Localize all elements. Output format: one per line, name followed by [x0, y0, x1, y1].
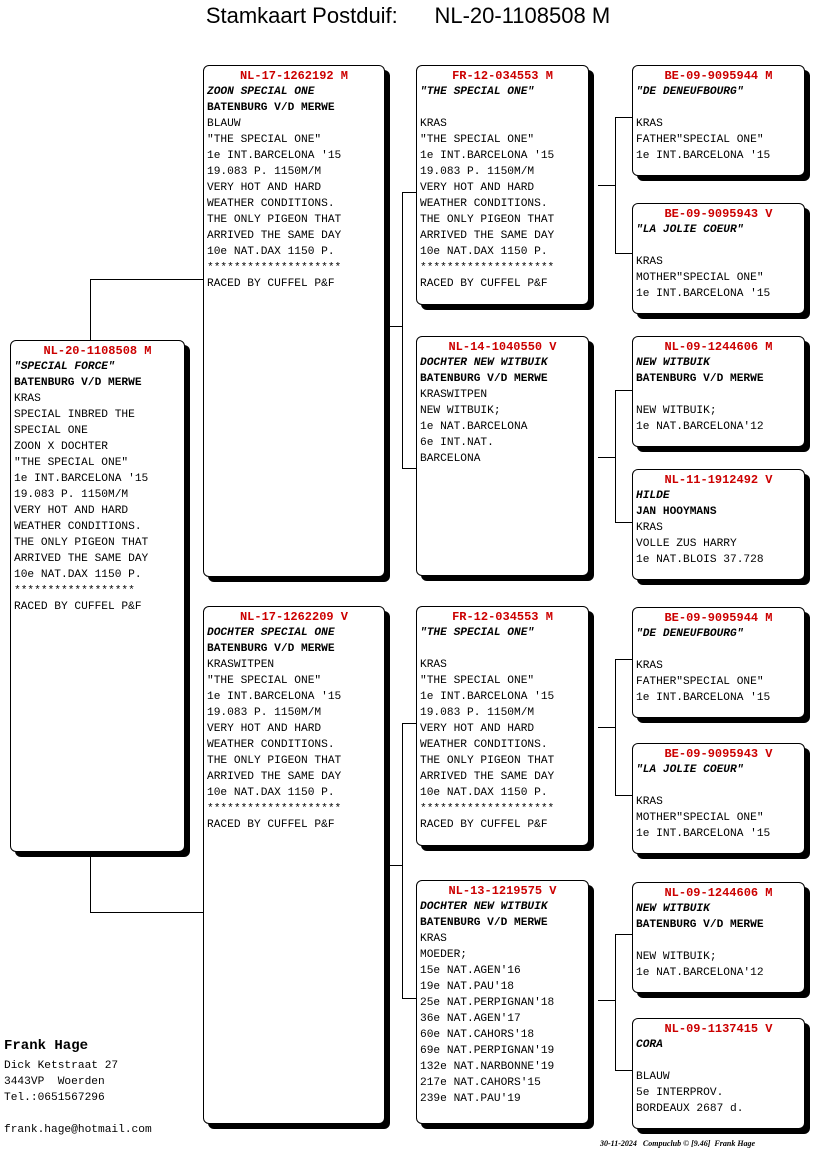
ring-number: NL-20-1108508 M [43, 344, 152, 358]
pigeon-info-line: 19.083 P. 1150M/M [420, 166, 535, 178]
pigeon-info-line: 10e NAT.DAX 1150 P. [14, 569, 142, 581]
footer-credit: 30-11-2024 Compuclub © [9.46] Frank Hage [600, 1139, 756, 1148]
connector [598, 1000, 615, 1001]
pigeon-info-line: 15e NAT.AGEN'16 [420, 965, 521, 977]
pigeon-name: NEW WITBUIK [636, 903, 710, 915]
pigeon-card-mfm[interactable] [632, 743, 805, 854]
pigeon-info-line: 69e NAT.PERPIGNAN'19 [420, 1045, 555, 1057]
pigeon-info-line: 1e INT.BARCELONA '15 [207, 150, 342, 162]
breeder-phone: Tel.:0651567296 [4, 1092, 105, 1104]
pigeon-name: "THE SPECIAL ONE" [420, 86, 535, 98]
pigeon-info-line: FATHER"SPECIAL ONE" [636, 676, 764, 688]
pigeon-info-line: THE ONLY PIGEON THAT [207, 214, 342, 226]
pigeon-name: DOCHTER NEW WITBUIK [420, 357, 548, 369]
pigeon-info-line: RACED BY CUFFEL P&F [420, 819, 548, 831]
pigeon-owner: BATENBURG V/D MERWE [636, 919, 764, 931]
connector [402, 723, 417, 724]
pigeon-info-line: KRAS [636, 660, 663, 672]
pigeon-info-line: 132e NAT.NARBONNE'19 [420, 1061, 555, 1073]
pigeon-info-line: 1e INT.BARCELONA '15 [420, 150, 555, 162]
pigeon-info-line: BORDEAUX 2687 d. [636, 1103, 744, 1115]
pigeon-info-line: 1e INT.BARCELONA '15 [207, 691, 342, 703]
pigeon-info-line: "THE SPECIAL ONE" [207, 134, 322, 146]
connector [615, 659, 616, 795]
pigeon-info-line: BLAUW [636, 1071, 670, 1083]
breeder-info [4, 1036, 152, 1138]
pigeon-info-line: MOTHER"SPECIAL ONE" [636, 272, 764, 284]
pigeon-name: DOCHTER SPECIAL ONE [207, 627, 335, 639]
pigeon-info-line: ******************** [207, 803, 342, 815]
pigeon-owner [636, 778, 801, 794]
ring-number: NL-17-1262209 V [239, 610, 349, 624]
pigeon-info-line: ARRIVED THE SAME DAY [207, 230, 342, 242]
pigeon-card-mmf[interactable] [632, 882, 805, 993]
pigeon-info-line: KRAS [420, 659, 447, 671]
pigeon-info-line: VERY HOT AND HARD [14, 505, 129, 517]
pigeon-card-father-mother[interactable] [416, 336, 589, 576]
pigeon-info-line: SPECIAL INBRED THE [14, 409, 135, 421]
connector [615, 390, 632, 391]
pigeon-info-line: 19.083 P. 1150M/M [14, 489, 129, 501]
pigeon-info-line: KRAS [636, 796, 663, 808]
ring-number: BE-09-9095943 V [664, 747, 773, 761]
connector [402, 468, 417, 469]
pigeon-card-father[interactable] [203, 65, 385, 577]
pigeon-info-line: "THE SPECIAL ONE" [207, 675, 322, 687]
pigeon-info-line: RACED BY CUFFEL P&F [207, 278, 335, 290]
pigeon-info-line: 25e NAT.PERPIGNAN'18 [420, 997, 555, 1009]
ring-number: FR-12-034553 M [452, 69, 553, 83]
pigeon-card-mother-father[interactable] [416, 606, 589, 846]
connector [90, 279, 91, 340]
pigeon-info-line: ARRIVED THE SAME DAY [14, 553, 149, 565]
pigeon-owner [636, 642, 801, 658]
pigeon-info-line: KRAS [636, 256, 663, 268]
pigeon-name: "LA JOLIE COEUR" [636, 764, 744, 776]
pigeon-info-line: 10e NAT.DAX 1150 P. [420, 787, 548, 799]
breeder-email[interactable]: frank.hage@hotmail.com [4, 1124, 152, 1136]
connector [598, 185, 615, 186]
pigeon-name: "LA JOLIE COEUR" [636, 224, 744, 236]
breeder-city: 3443VP Woerden [4, 1076, 105, 1088]
pigeon-name: "SPECIAL FORCE" [14, 361, 115, 373]
pigeon-owner: BATENBURG V/D MERWE [420, 917, 548, 929]
pigeon-info-line: "THE SPECIAL ONE" [14, 457, 129, 469]
pigeon-info-line: 1e NAT.BLOIS 37.728 [636, 554, 764, 566]
pigeon-info-line: 239e NAT.PAU'19 [420, 1093, 521, 1105]
pigeon-info-line: KRASWITPEN [207, 659, 275, 671]
pigeon-info-line: ARRIVED THE SAME DAY [207, 771, 342, 783]
pigeon-info-line: THE ONLY PIGEON THAT [420, 755, 555, 767]
ring-number: NL-17-1262192 M [239, 69, 349, 83]
pigeon-info-line: 19.083 P. 1150M/M [207, 707, 322, 719]
pigeon-info-line: 1e INT.BARCELONA '15 [14, 473, 149, 485]
pigeon-info-line: WEATHER CONDITIONS. [420, 739, 548, 751]
pigeon-info-line: ******************** [420, 803, 555, 815]
pigeon-info-line: THE ONLY PIGEON THAT [14, 537, 149, 549]
pigeon-owner [420, 641, 585, 657]
pigeon-info-line: 36e NAT.AGEN'17 [420, 1013, 521, 1025]
pigeon-name: DOCHTER NEW WITBUIK [420, 901, 548, 913]
breeder-street: Dick Ketstraat 27 [4, 1060, 119, 1072]
pigeon-info-line: WEATHER CONDITIONS. [14, 521, 142, 533]
connector [615, 934, 616, 1070]
pigeon-info-line: "THE SPECIAL ONE" [420, 675, 535, 687]
pigeon-info-line: 1e INT.BARCELONA '15 [636, 692, 771, 704]
pigeon-info-line: MOEDER; [420, 949, 467, 961]
connector [615, 659, 632, 660]
pigeon-name: HILDE [636, 490, 670, 502]
pigeon-info-line: 19.083 P. 1150M/M [420, 707, 535, 719]
pigeon-info-line: VOLLE ZUS HARRY [636, 538, 737, 550]
pigeon-card-subject[interactable] [10, 340, 185, 852]
pigeon-info-line: ******************** [420, 262, 555, 274]
pigeon-card-mother-mother[interactable] [416, 880, 589, 1124]
connector [90, 912, 204, 913]
pigeon-owner: BATENBURG V/D MERWE [420, 373, 548, 385]
pigeon-info-line: 19.083 P. 1150M/M [207, 166, 322, 178]
pigeon-card-mother[interactable] [203, 606, 385, 1124]
pigeon-info-line: 1e INT.BARCELONA '15 [420, 691, 555, 703]
connector [615, 934, 632, 935]
pigeon-info-line: SPECIAL ONE [14, 425, 88, 437]
connector [615, 117, 632, 118]
pigeon-info-line: KRAS [420, 118, 447, 130]
pigeon-owner [636, 1053, 801, 1069]
pigeon-info-line: ARRIVED THE SAME DAY [420, 230, 555, 242]
pigeon-info-line: VERY HOT AND HARD [207, 182, 322, 194]
pigeon-info-line: BARCELONA [420, 453, 481, 465]
pigeon-info-line: KRAS [636, 118, 663, 130]
pigeon-info-line: MOTHER"SPECIAL ONE" [636, 812, 764, 824]
connector [402, 723, 403, 998]
ring-number: NL-13-1219575 V [448, 884, 557, 898]
pigeon-info-line: KRAS [636, 522, 663, 534]
pigeon-info-line: BLAUW [207, 118, 241, 130]
ring-number: NL-09-1244606 M [664, 886, 773, 900]
connector [615, 253, 632, 254]
pigeon-info-line [636, 387, 801, 403]
pigeon-info-line: VERY HOT AND HARD [420, 723, 535, 735]
pigeon-info-line: KRAS [14, 393, 41, 405]
pigeon-info-line: RACED BY CUFFEL P&F [207, 819, 335, 831]
pigeon-info-line: 1e NAT.BARCELONA [420, 421, 528, 433]
ring-number: NL-11-1912492 V [664, 473, 773, 487]
pigeon-owner: BATENBURG V/D MERWE [207, 643, 335, 655]
connector [615, 522, 632, 523]
connector [598, 727, 615, 728]
pigeon-info-line: 5e INTERPROV. [636, 1087, 724, 1099]
connector [90, 279, 204, 280]
pigeon-owner: BATENBURG V/D MERWE [207, 102, 335, 114]
ring-number: BE-09-9095943 V [664, 207, 773, 221]
pigeon-info-line: 19e NAT.PAU'18 [420, 981, 514, 993]
pigeon-card-mff[interactable] [632, 607, 805, 718]
pigeon-info-line: 217e NAT.CAHORS'15 [420, 1077, 541, 1089]
pigeon-name: "THE SPECIAL ONE" [420, 627, 535, 639]
connector [402, 192, 417, 193]
breeder-name: Frank Hage [4, 1038, 89, 1054]
connector [615, 795, 632, 796]
connector [402, 192, 403, 468]
connector [598, 457, 615, 458]
pigeon-info-line: FATHER"SPECIAL ONE" [636, 134, 764, 146]
pigeon-owner: JAN HOOYMANS [636, 506, 717, 518]
pigeon-info-line: 6e INT.NAT. [420, 437, 494, 449]
pigeon-info-line: WEATHER CONDITIONS. [420, 198, 548, 210]
pigeon-info-line: 1e INT.BARCELONA '15 [636, 288, 771, 300]
pigeon-info-line: 10e NAT.DAX 1150 P. [207, 787, 335, 799]
connector [615, 117, 616, 253]
page-title: Stamkaart Postduif: NL-20-1108508 M [205, 3, 611, 28]
pigeon-info-line: WEATHER CONDITIONS. [207, 739, 335, 751]
connector [615, 390, 616, 522]
pigeon-info-line: RACED BY CUFFEL P&F [420, 278, 548, 290]
pigeon-info-line: NEW WITBUIK; [420, 405, 501, 417]
connector [385, 865, 402, 866]
pigeon-owner [420, 100, 585, 116]
pigeon-info-line: KRASWITPEN [420, 389, 488, 401]
pigeon-info-line: RACED BY CUFFEL P&F [14, 601, 142, 613]
pigeon-name: ZOON SPECIAL ONE [207, 86, 315, 98]
pigeon-info-line: 1e NAT.BARCELONA'12 [636, 967, 764, 979]
pigeon-info-line: ZOON X DOCHTER [14, 441, 108, 453]
pigeon-info-line: ****************** [14, 585, 135, 597]
pigeon-info-line: 60e NAT.CAHORS'18 [420, 1029, 535, 1041]
pigeon-card-fff[interactable] [632, 65, 805, 176]
pigeon-info-line: NEW WITBUIK; [636, 405, 717, 417]
pigeon-name: "DE DENEUFBOURG" [636, 86, 744, 98]
ring-number: BE-09-9095944 M [664, 69, 773, 83]
pigeon-info-line: 1e INT.BARCELONA '15 [636, 828, 771, 840]
pigeon-owner: BATENBURG V/D MERWE [636, 373, 764, 385]
pigeon-info-line: 10e NAT.DAX 1150 P. [207, 246, 335, 258]
pigeon-name: NEW WITBUIK [636, 357, 710, 369]
pigeon-card-ffm[interactable] [632, 203, 805, 314]
pigeon-info-line: THE ONLY PIGEON THAT [207, 755, 342, 767]
pigeon-info-line: ******************** [207, 262, 342, 274]
pigeon-info-line: VERY HOT AND HARD [420, 182, 535, 194]
pigeon-card-father-father[interactable] [416, 65, 589, 305]
pigeon-info-line: 1e NAT.BARCELONA'12 [636, 421, 764, 433]
pigeon-info-line: VERY HOT AND HARD [207, 723, 322, 735]
ring-number: BE-09-9095944 M [664, 611, 773, 625]
pigeon-info-line [636, 933, 801, 949]
pigeon-info-line: 10e NAT.DAX 1150 P. [420, 246, 548, 258]
connector [90, 852, 91, 912]
ring-number: FR-12-034553 M [452, 610, 553, 624]
ring-number: NL-09-1137415 V [664, 1022, 773, 1036]
pigeon-info-line: 1e INT.BARCELONA '15 [636, 150, 771, 162]
pigeon-info-line: KRAS [420, 933, 447, 945]
pigeon-info-line: ARRIVED THE SAME DAY [420, 771, 555, 783]
pigeon-card-fmm[interactable] [632, 469, 805, 580]
pigeon-owner [636, 100, 801, 116]
pigeon-info-line: NEW WITBUIK; [636, 951, 717, 963]
pigeon-name: CORA [636, 1039, 663, 1051]
connector [402, 998, 417, 999]
pigeon-card-mmm[interactable] [632, 1018, 805, 1129]
pigeon-name: "DE DENEUFBOURG" [636, 628, 744, 640]
ring-number: NL-09-1244606 M [664, 340, 773, 354]
pigeon-info-line: THE ONLY PIGEON THAT [420, 214, 555, 226]
connector [615, 1070, 632, 1071]
pigeon-owner [636, 238, 801, 254]
pigeon-owner: BATENBURG V/D MERWE [14, 377, 142, 389]
connector [385, 326, 402, 327]
pigeon-info-line: "THE SPECIAL ONE" [420, 134, 535, 146]
pigeon-info-line: WEATHER CONDITIONS. [207, 198, 335, 210]
ring-number: NL-14-1040550 V [448, 340, 557, 354]
pigeon-card-fmf[interactable] [632, 336, 805, 447]
